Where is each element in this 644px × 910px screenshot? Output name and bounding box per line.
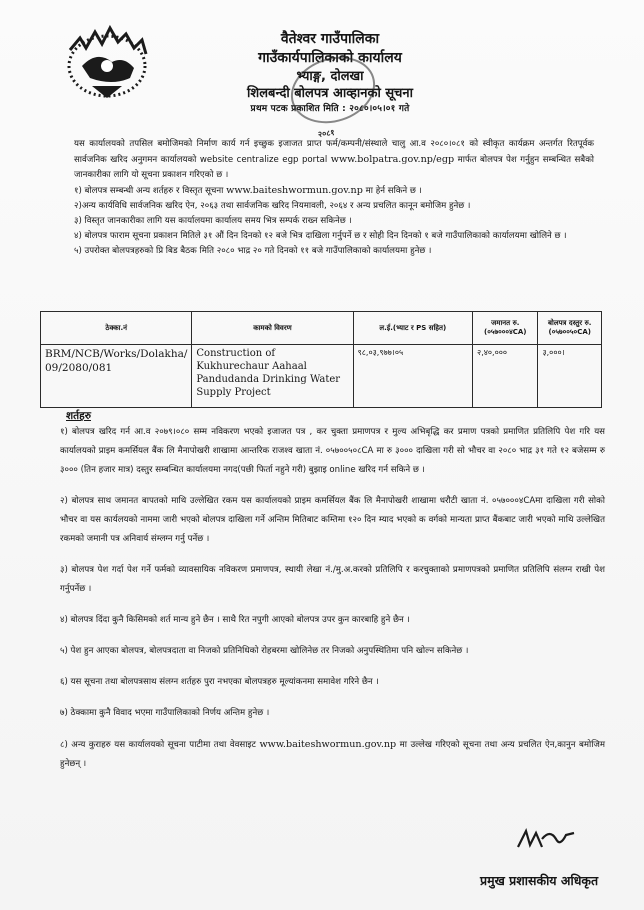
header-contract-no: ठेक्का.नं [41, 312, 192, 345]
website-link[interactable]: www.baiteshwormun.gov.np [226, 185, 363, 196]
header-bid-security: जमानत रु. (०५७०००४CA) [473, 312, 538, 345]
municipality-name: वैतेश्वर गाउँपालिका [280, 31, 380, 47]
intro-section [74, 137, 594, 259]
term-1: १) बोलपत्र खरिद गर्न आ.व २०७९।०८० सम्म नविकरण भएको इजाजत पत्र , कर चुक्ता प्रमाणपत्र र मुल्य अभिबृद्धि कर प्रमाण पत्रको प्रमाणित प्रतिलिपि पेश गरि यस कार्यालयको प्राइम कमर्सियल बैंक लि मैनापोखरी शाखामा आन्तरिक राजश्व खाता नं. ०५७००५०८CA मा रु ३००० दाखिला गरी सो भौचर वा २०८० भाद्र ३१ गते १२ बजेसम्म रु ३००० (तिन हजार मात्र) दस्तुर सम्बन्धित कार्यालयमा नगद(पछी फिर्ता नहुने गरी) बुझाइ online खरिद गर्न सकिने छ । [60, 427, 605, 475]
table-header-row [41, 312, 602, 345]
term-3: ३) बोलपत्र पेश गर्दा पेश गर्ने फर्मको व्यावसायिक नविकरण प्रमाणपत्र, स्थायी लेखा नं./मु.अ.करको प्रतिलिपि र करचुक्ताको प्रमाणपत्रको प्रमाणित प्रतिलिपि संलग्न राखी पेश गर्नुपर्नेछ । [60, 565, 605, 594]
office-address: भ्याङ्ग, दोलखा [296, 68, 364, 84]
intro-text-tail: मार्फत बोलपत्र पेश गर्नुहुन सम्बन्धित सबैको जानकारीका लागि यो सूचना प्रकाशन गरिएको छ । [74, 155, 595, 180]
notice-title: शिलबन्दी बोलपत्र आव्हानको सूचना [247, 86, 413, 102]
header-cost-estimate: ल.ई.(भ्याट र PS सहित) [353, 312, 472, 345]
office-name: गाउँकार्यपालिकाको कार्यालय [258, 49, 402, 66]
term-2: २) बोलपत्र साथ जमानत बापतको माथि उल्लेखित रकम यस कार्यालयको प्राइम कमर्सियल बैंक लि मैनापोखरी शाखामा धरौटी खाता नं. ०५७०००४CAमा दाखिला गरी सोको भौचर वा यस कार्यलयको नाममा जारी भएको बोलपत्र दाखिला गर्ने अन्तिम मितिबाट कम्तिमा १२० दिन म्याद भएको क वर्गको मान्यता प्राप्त बैंकबाट जारी भएको माथि उल्लेखित रकमको जमानी पत्र अनिवार्य संम्लग्न गर्नु पर्नेछ । [60, 496, 605, 544]
term-8-tail: मा उल्लेख गरिएको सूचना तथा अन्य प्रचलित ऐन,कानुन बमोजिम हुनेछन् । [60, 740, 606, 769]
table-row [41, 345, 602, 408]
work-description: Construction of Kukhurechaur Aahaal Pandudanda Drinking Water Supply Project [192, 345, 353, 408]
egp-link[interactable]: www.bolpatra.gov.np/egp [330, 154, 455, 165]
cost-estimate: ९८,०३,९७७।०५ [353, 345, 472, 408]
term-8-website-link[interactable]: www.baiteshwormun.gov.np [259, 739, 397, 750]
intro-paragraph [74, 137, 594, 183]
publish-date: प्रथम पटक प्रकाशित मिति : २०८०।०५।०१ गते [250, 103, 410, 114]
point-1-text: १) बोलपत्र सम्बन्धी अन्य शर्तहरु र विस्तृत सूचना [74, 186, 224, 196]
intro-text: यस कार्यालयको तपसिल बमोजिमको निर्माण कार्य गर्न इच्छुक इजाजत प्राप्त फर्म/कम्पनी/संस्थाले चालु आ.व २०८०।०८१ को स्वीकृत कार्यक्रम अन्तर्गत रितपूर्वक सार्वजनिक खरिद अनुगमन कार्यालयको website centralize egp portal [74, 139, 594, 165]
terms-list [60, 423, 605, 774]
header-bid-fee: बोलपत्र दस्तुर रु. (०५७००५०CA) [538, 312, 602, 345]
term-5: ५) पेश हुन आएका बोलपत्र, बोलपत्रदाता वा निजको प्रतिनिधिको रोहबरमा खोलिनेछ तर निजको अनुपस्थितिमा पनि खोल्न सकिनेछ । [60, 646, 469, 656]
header-work-description: कामको विवरण [192, 312, 353, 345]
term-6: ६) यस सूचना तथा बोलपत्रसाथ संलग्न शर्तहरु पुरा नभएका बोलपत्रहरु मूल्यांकनमा समावेश गरिने छैन । [60, 677, 379, 687]
bid-fee: ३,०००। [538, 345, 602, 408]
contract-no: BRM/NCB/Works/Dolakha/ 09/2080/081 [41, 345, 192, 408]
term-4: ४) बोलपत्र दिंदा कुनै किसिमको शर्त मान्य हुने छैन । साथै रित नपुगी आएको बोलपत्र उपर कुन कारबाहि हुने छैन । [60, 615, 410, 625]
intro-point-1 [74, 183, 594, 199]
term-7: ७) ठेक्कामा कुनै विवाद भएमा गाउँपालिकाको निर्णय अन्तिम हुनेछ । [60, 708, 270, 718]
bid-security: २,४०,००० [473, 345, 538, 408]
signature [516, 825, 576, 853]
intro-point-5: ५) उपरोक्त बोलपत्रहरुको प्रि बिड बैठक मिति २०८० भाद्र २० गते दिनको ११ बजे गाउँपालिकाको कार्यालयमा हुनेछ । [74, 246, 432, 256]
point-1-tail: मा हेर्न सकिने छ । [365, 186, 422, 196]
nepal-emblem-icon [62, 20, 152, 100]
stamp-date: २०८१ [317, 127, 336, 140]
intro-point-2: २)अन्य कार्यविधि सार्वजनिक खरिद ऐन, २०६३ तथा सार्वजनिक खरिद नियमावली, २०६४ र अन्य प्रचलित कानून बमोजिम हुनेछ । [74, 201, 471, 211]
term-8-text: ८) अन्य कुराहरु यस कार्यालयको सूचना पाटीमा तथा वेवसाइट [60, 740, 256, 750]
intro-point-3: ३) विस्तृत जानकारीका लागि यस कार्यालयमा कार्यालय समय भित्र सम्पर्क राख्न सकिनेछ । [74, 216, 352, 226]
tender-table [40, 311, 602, 408]
term-8 [60, 735, 605, 774]
officer-title: प्रमुख प्रशासकीय अधिकृत [480, 873, 599, 888]
intro-point-4: ४) बोलपत्र फाराम सूचना प्रकाशन मितिले ३१ औं दिन दिनको १२ बजे भित्र दाखिला गर्नुपर्ने छ र सोही दिन दिनको १ बजे गाउँपालिकाको कार्यालयमा खोलिने छ । [74, 231, 567, 241]
terms-heading: शर्तहरु [66, 410, 91, 422]
